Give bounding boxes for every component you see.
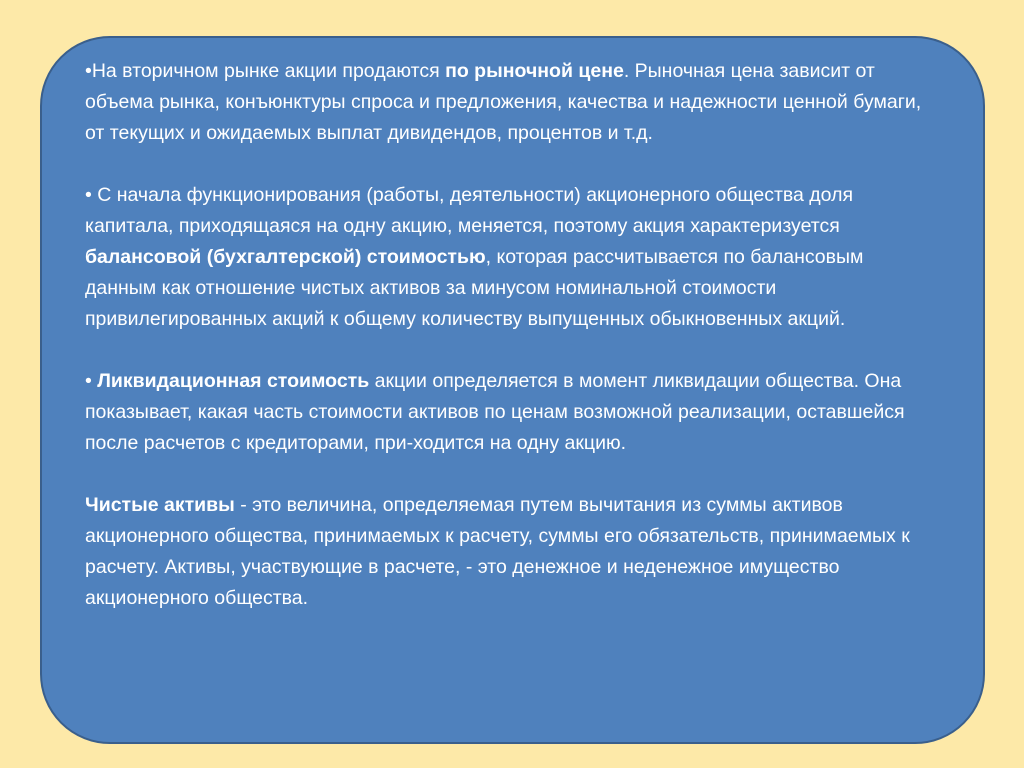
text-segment: • С начала функционирования (работы, деятельности) акционерного общества доля капитала, приходящаяся на одну акцию, меняется, поэтому акция характеризуется <box>85 184 854 237</box>
term-liquidation-value: Ликвидационная стоимость <box>97 370 370 392</box>
paragraph-market-price <box>85 56 925 149</box>
text-segment: акции определяется в момент ликвидации общества. Она показывает, какая часть стоимости активов по ценам возможной реализации, оставшейся после расчетов с кредиторами, при-ходится на одну акцию. <box>85 370 905 454</box>
slide-text <box>85 56 925 614</box>
text-segment: - это величина, определяемая путем вычитания из суммы активов акционерного общества, принимаемых к расчету, суммы его обязательств, принимаемых к расчету. Активы, участвующие в расчете, - это денежное и неденежное имущество акционерного общества. <box>85 494 910 609</box>
term-market-price: по рыночной цене <box>445 60 624 82</box>
paragraph-net-assets <box>85 490 925 614</box>
text-segment: , которая рассчитывается по балансовым данным как отношение чистых активов за минусом номинальной стоимости привилегированных акций к общему количеству выпущенных обыкновенных акций. <box>85 246 864 330</box>
term-net-assets: Чистые активы <box>85 494 235 516</box>
text-segment: . Рыночная цена зависит от объема рынка, конъюнктуры спроса и предложения, качества и надежности ценной бумаги, от текущих и ожидаемых выплат дивидендов, процентов и т.д. <box>85 60 922 144</box>
text-segment: •На вторичном рынке акции продаются <box>85 60 446 82</box>
text-segment: • <box>85 370 98 392</box>
term-book-value: балансовой (бухгалтерской) стоимостью <box>85 246 486 268</box>
paragraph-book-value <box>85 180 925 335</box>
paragraph-liquidation-value <box>85 366 925 459</box>
